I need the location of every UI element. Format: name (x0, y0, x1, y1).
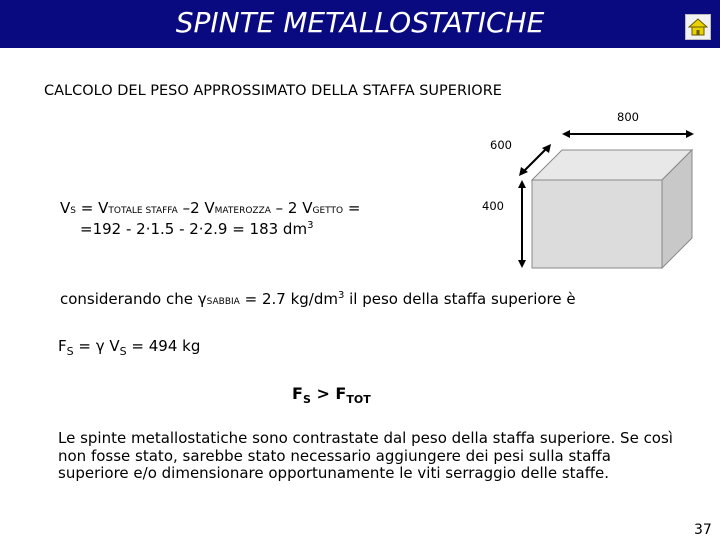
home-button[interactable] (685, 14, 711, 40)
dim-label-800: 800 (617, 110, 639, 124)
box-diagram (470, 110, 710, 270)
volume-formula-line1: VS = VTOTALE STAFFA –2 VMATEROZZA – 2 VGETTO = (60, 199, 361, 217)
section-heading: CALCOLO DEL PESO APPROSSIMATO DELLA STAFFA SUPERIORE (44, 83, 502, 99)
weight-formula: $F_S = \gamma$ $V_S = 494$ kg (58, 337, 201, 358)
force-comparison: $F_S > F_{TOT}$ (292, 384, 371, 406)
conclusion-paragraph: Le spinte metallostatiche sono contrastate dal peso della staffa superiore. Se così non fosse stato, sarebbe stato necessario aggiungere dei pesi sulla staffa superiore e/o dimensionare opportunamente le viti serraggio delle staffe. (58, 429, 673, 482)
header-bar (0, 0, 720, 48)
volume-formula-line2: =192 - 2·1.5 - 2·2.9 = 183 $dm^3$ (80, 220, 314, 238)
dim-label-400: 400 (482, 199, 504, 213)
density-statement: considerando che γSABBIA = 2.7 $kg/dm^3$ il peso della staffa superiore è (60, 290, 576, 308)
dim-label-600: 600 (490, 138, 512, 152)
page-number: 37 (694, 522, 712, 538)
page-title: SPINTE METALLOSTATICHE (175, 6, 545, 39)
home-icon (688, 17, 708, 37)
